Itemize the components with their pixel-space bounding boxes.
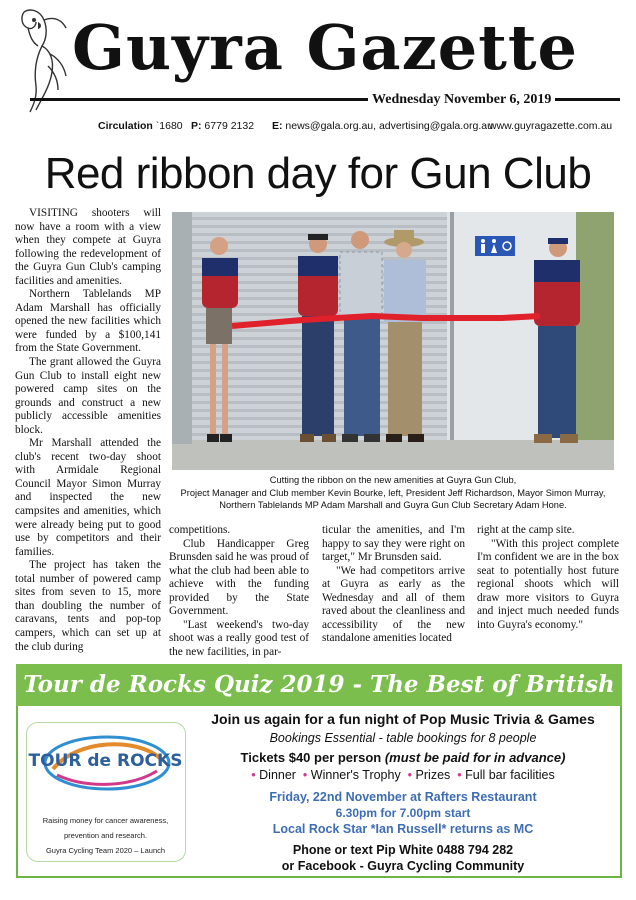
ad-tickets — [190, 750, 616, 765]
paragraph: ticular the amenities, and I'm happy to say they were right on target," Mr Brunsden said. — [322, 524, 465, 564]
ad-contact-phone: Phone or text Pip White 0488 794 282 — [292, 843, 514, 857]
issue-date: Wednesday November 6, 2019 — [368, 92, 555, 108]
paragraph: "With this project complete I'm confident we are in the box seat to potentially host future regional shoots which will draw more visitors to Guyra and inject much needed funds into Guyra's economy." — [477, 537, 619, 631]
circulation-value: `1680 — [155, 120, 183, 132]
paragraph: The project has taken the total number of powered camp sites from seven to 15, more than doubling the number of caravans, tents and pop-top campers, which can set up at the club during — [15, 559, 161, 653]
article-column-2 — [169, 524, 309, 659]
article-column-1 — [15, 207, 161, 654]
phone — [191, 120, 254, 132]
ad-bookings: Bookings Essential - table bookings for 8 people — [269, 731, 537, 745]
tickets-note: (must be paid for in advance) — [384, 750, 566, 765]
feature-item: Winner's Trophy — [310, 768, 401, 782]
bullet-icon: • — [407, 768, 413, 782]
bullet-icon: • — [251, 768, 256, 782]
feature-item: Full bar facilities — [465, 768, 555, 782]
phone-label: P: — [191, 120, 202, 132]
caption-line: Project Manager and Club member Kevin Bourke, left, President Jeff Richardson, Mayor Simon Murray, — [180, 487, 606, 498]
circulation — [98, 120, 183, 132]
ad-mc: Local Rock Star *Ian Russell* returns as MC — [272, 822, 534, 836]
website-link[interactable]: www.guyragazette.com.au — [489, 120, 613, 132]
accessible-toilet-sign-icon — [475, 236, 515, 256]
paragraph: right at the camp site. — [477, 524, 575, 536]
email-value[interactable]: news@gala.org.au, advertising@gala.org.au — [285, 120, 493, 132]
article-photo — [172, 212, 614, 470]
logo-line: Guyra Cycling Team 2020 – Launch — [45, 846, 166, 855]
cockatoo-logo-icon — [14, 6, 76, 118]
circulation-label: Circulation — [98, 120, 153, 132]
bullet-icon: • — [457, 768, 462, 782]
logo-line: Raising money for cancer awareness, — [42, 816, 169, 825]
masthead-title: Guyra Gazette — [72, 11, 578, 84]
ad-headline: Join us again for a fun night of Pop Music Trivia & Games — [211, 711, 595, 727]
logo-line: prevention and research. — [64, 831, 147, 840]
article-column-3 — [322, 524, 465, 646]
tour-de-rocks-logo — [26, 722, 186, 862]
paragraph: The grant allowed the Guyra Gun Club to install eight new powered camp sites on the grounds and construct a new publicly accessible amenities block. — [15, 356, 161, 436]
article-column-4 — [477, 524, 619, 632]
email — [272, 120, 493, 132]
phone-value: 6779 2132 — [204, 120, 255, 132]
paragraph: VISITING shooters will now have a room with a view when they compete at Guyra following the redevelopment of the Guyra Gun Club's camping facilities and amenities. — [15, 207, 161, 287]
feature-item: Dinner — [259, 768, 296, 782]
ad-when: Friday, 22nd November at Rafters Restaurant — [269, 790, 537, 804]
ad-contact-facebook: or Facebook - Guyra Cycling Community — [281, 859, 525, 873]
paragraph: Club Handicapper Greg Brunsden said he was proud of what the club had been able to achieve with the funding provided by the State Government. — [169, 537, 309, 618]
paragraph: Northern Tablelands MP Adam Marshall has officially opened the new facilities which were funded by a $100,141 from the State Government. — [15, 288, 161, 355]
caption-line: Northern Tablelands MP Adam Marshall and Guyra Gun Club Secretary Adam Hone. — [219, 500, 567, 510]
email-label: E: — [272, 120, 283, 132]
feature-item: Prizes — [415, 768, 451, 782]
bullet-icon: • — [302, 768, 308, 782]
ad-features — [190, 768, 616, 782]
ad-banner: Tour de Rocks Quiz 2019 - The Best of British — [16, 664, 622, 706]
ad-time: 6.30pm for 7.00pm start — [335, 806, 471, 820]
logo-caption — [27, 813, 184, 858]
tickets-price: Tickets $40 per person — [240, 750, 382, 765]
paragraph: competitions. — [169, 524, 231, 536]
photo-caption — [172, 474, 614, 512]
article-headline: Red ribbon day for Gun Club — [44, 149, 592, 198]
paragraph: "We had competitors arrive at Guyra as early as the Wednesday and all of them raved about the cleanliness and accessibility of the new standalone amenities located — [322, 564, 465, 645]
paragraph: Mr Marshall attended the club's recent two-day shoot with Armidale Regional Council Mayor Simon Murray and inspected the new campsites and amenities, which were already being put to good use by competitors and their families. — [15, 437, 161, 558]
logo-text: TOUR de ROCKS — [28, 751, 183, 771]
caption-line: Cutting the ribbon on the new amenities at Guyra Gun Club, — [269, 475, 517, 485]
paragraph: "Last weekend's two-day shoot was a really good test of the new facilities, in par- — [169, 618, 309, 658]
